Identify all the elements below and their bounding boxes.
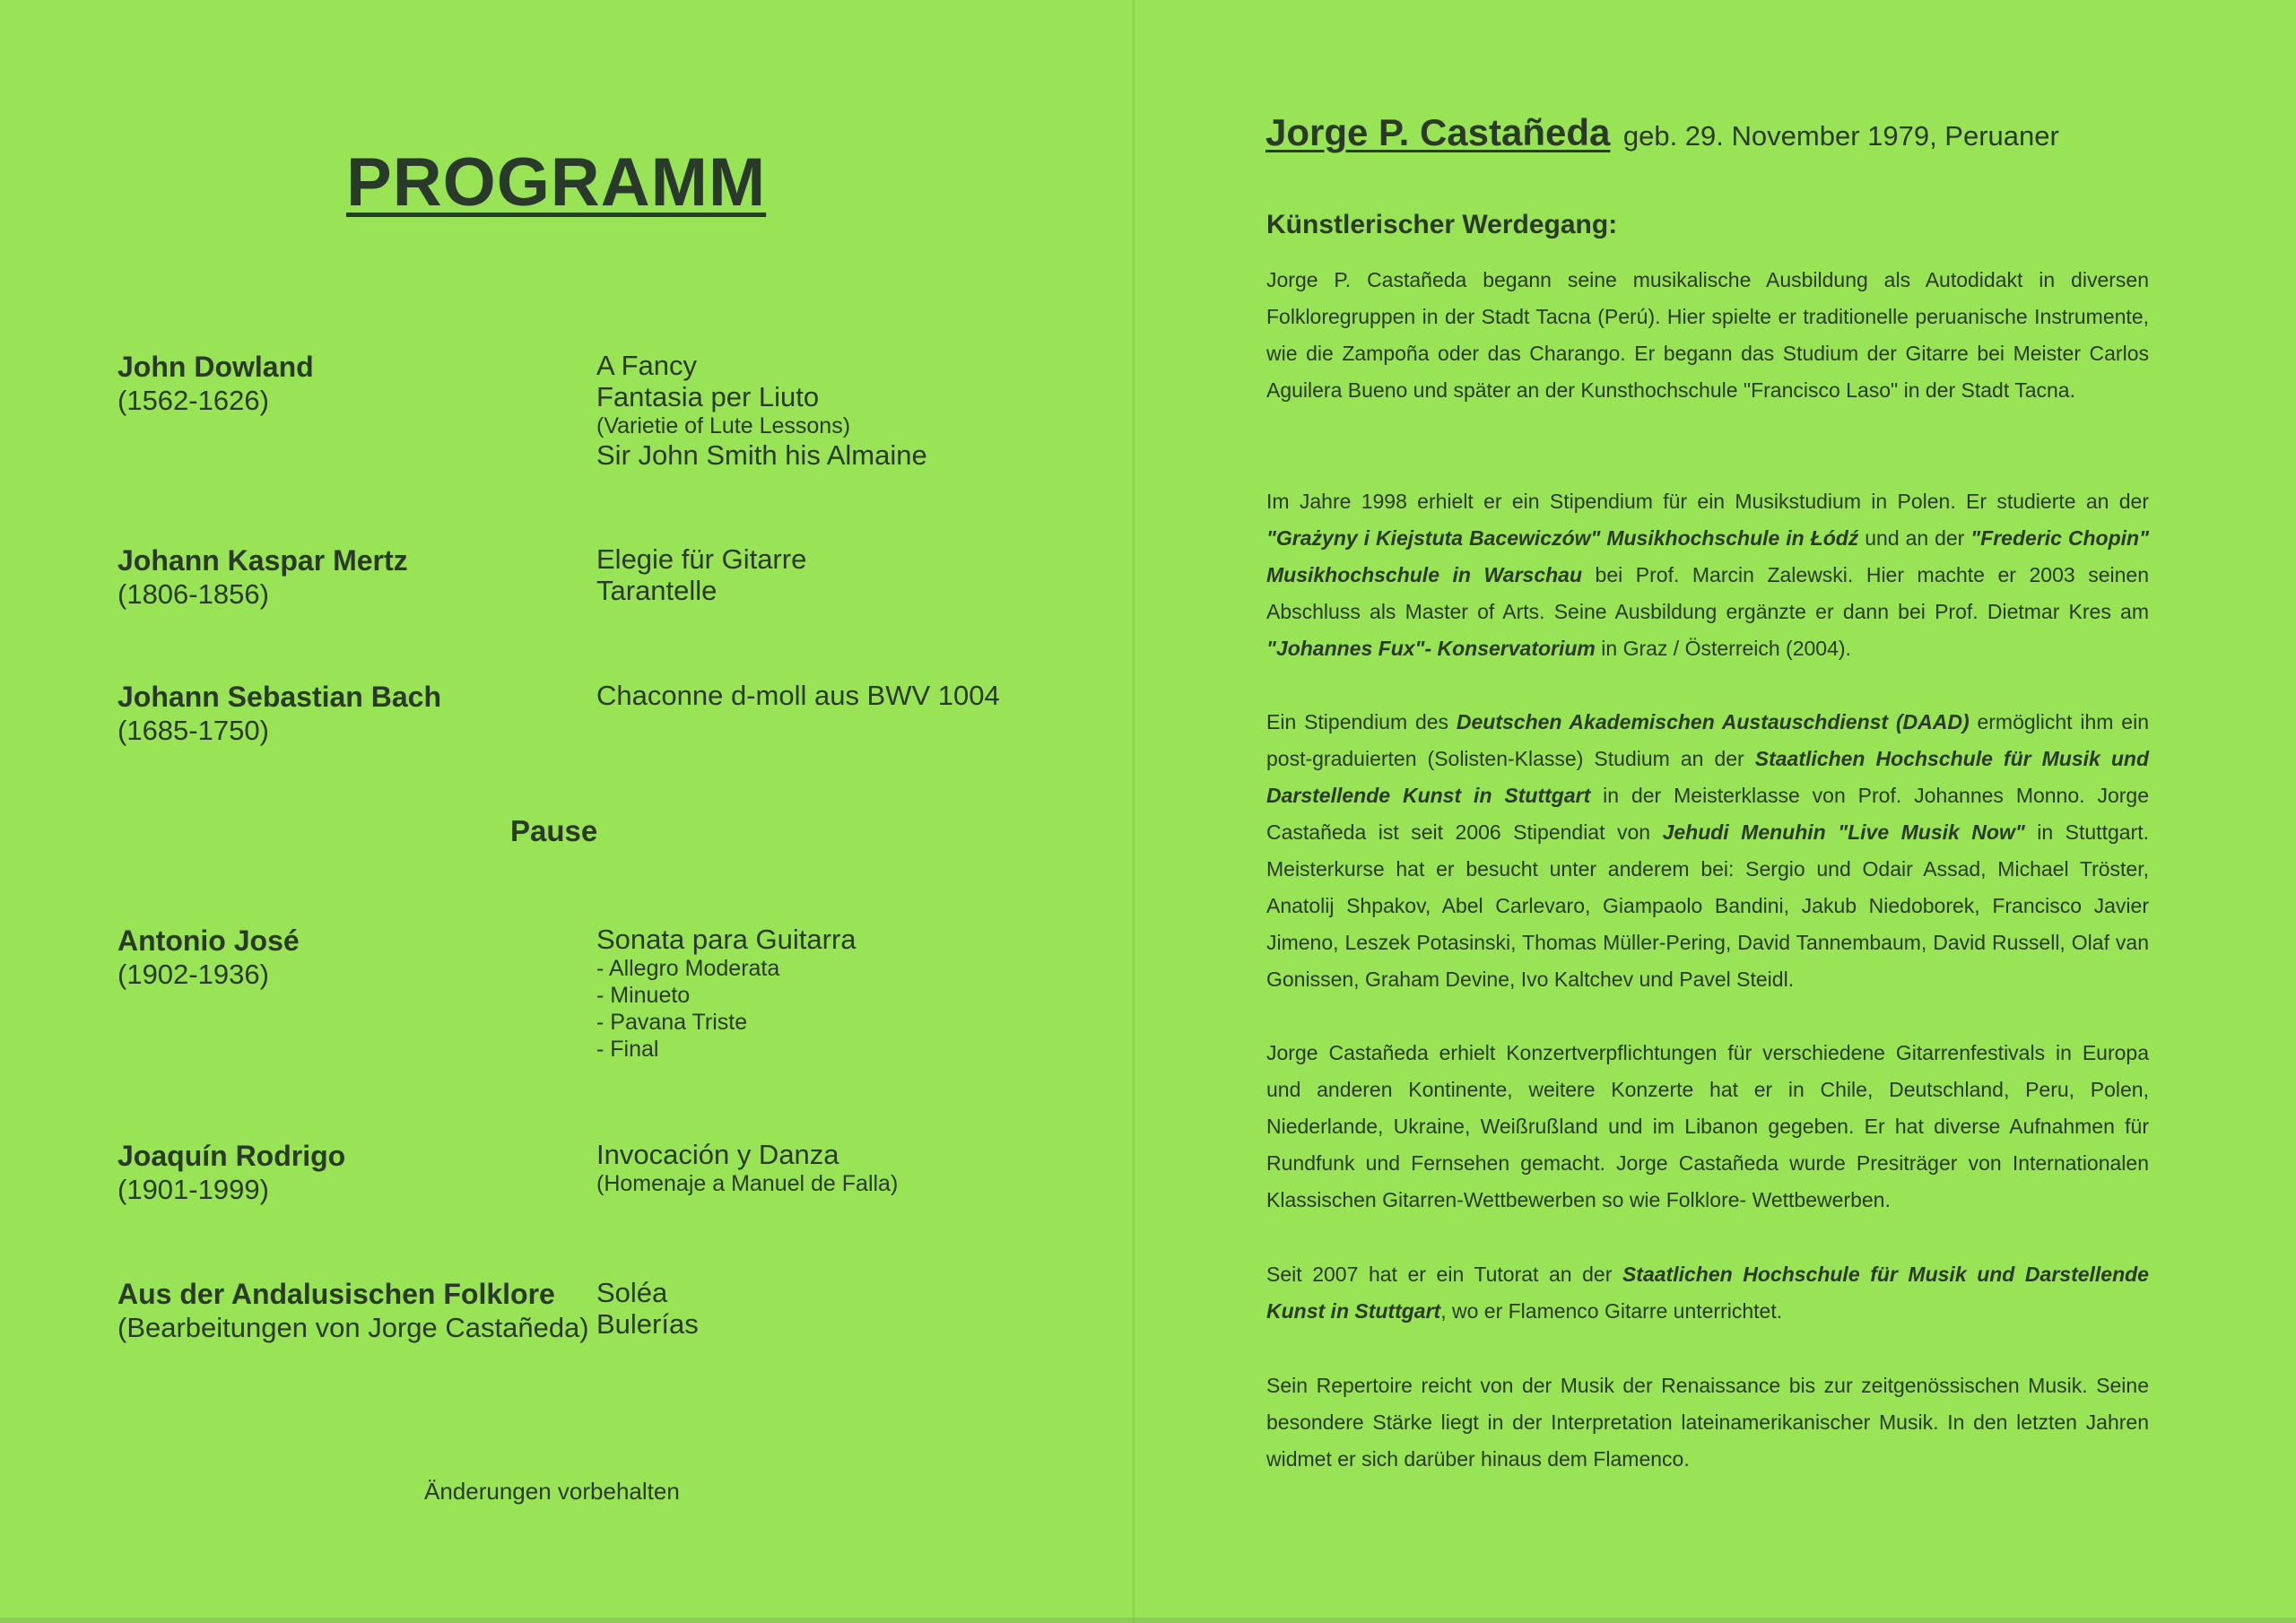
program-composer [117,1277,589,1344]
fold-line [1133,0,1135,1623]
artist-birth: geb. 29. November 1979, Peruaner [1622,120,2059,152]
program-works [596,680,1000,711]
emphasis-text: Staatlichen Hochschule für Musik und Darstellende Kunst in Stuttgart [1266,747,2150,807]
composer-name: Johann Kaspar Mertz [117,544,408,577]
program-composer [117,543,408,611]
composer-dates: (1685-1750) [117,715,269,746]
emphasis-text: "Grażyny i Kiejstuta Bacewiczów" Musikhochschule in Łódź [1266,526,1859,550]
paragraph-text: Im Jahre 1998 erhielt er ein Stipendium für ein Musikstudium in Polen. Er studierte an der [1266,490,2149,513]
work-detail: (Homenaje a Manuel de Falla) [596,1171,899,1196]
paragraph-text: ermöglicht ihm ein post-graduierten (Solisten-Klasse) Studium an der [1266,710,2149,770]
paragraph-text: Sein Repertoire reicht von der Musik der Renaissance bis zur zeitgenössischen Musik. Seine besondere Stärke liegt in der Interpretation lateinamerikanischer Musik. In den letzten Jahren widmet er sich darüber hinaus dem Flamenco. [1266,1374,2149,1471]
changes-note: Änderungen vorbehalten [424,1478,680,1505]
work-detail: - Pavana Triste [596,1010,748,1035]
composer-dates: (1562-1626) [117,385,269,416]
biography-paragraph [1266,483,2149,667]
emphasis-text: Staatlichen Hochschule für Musik und Darstellende Kunst in Stuttgart [1266,1263,2149,1323]
work-title: Sonata para Guitarra [596,924,857,955]
program-composer [117,350,314,417]
work-detail: - Minueto [596,983,691,1008]
work-title: Elegie für Gitarre [596,543,807,575]
program-composer [117,924,300,991]
composer-name: Johann Sebastian Bach [117,681,441,713]
composer-name: Antonio José [117,924,300,957]
emphasis-text: Jehudi Menuhin "Live Musik Now" [1662,820,2025,844]
paper-edge [0,1618,2296,1623]
program-works [596,543,806,606]
emphasis-text: Deutschen Akademischen Austauschdienst (DAAD) [1456,710,1970,733]
paragraph-text: , wo er Flamenco Gitarre unterrichtet. [1440,1299,1783,1323]
composer-name: John Dowland [117,351,314,383]
work-title: Tarantelle [596,575,718,606]
composer-name: Aus der Andalusischen Folklore [117,1278,555,1310]
composer-dates: (1901-1999) [117,1174,269,1205]
composer-dates: (1902-1936) [117,959,269,990]
composer-dates: (Bearbeitungen von Jorge Castañeda) [117,1312,589,1343]
pause-label: Pause [510,814,598,847]
work-title: Sir John Smith his Almaine [596,439,927,471]
work-title: Bulerías [596,1308,699,1340]
work-title: Chaconne d-moll aus BWV 1004 [596,680,1000,711]
program-works [596,1277,699,1340]
work-detail: (Varietie of Lute Lessons) [596,413,851,438]
program-works [596,1139,898,1197]
composer-name: Joaquín Rodrigo [117,1140,346,1172]
emphasis-text: "Johannes Fux"- Konservatorium [1266,637,1596,660]
program-title: PROGRAMM [346,144,767,221]
paragraph-text: Seit 2007 hat er ein Tutorat an der [1266,1263,1622,1286]
biography-paragraph [1266,1367,2149,1478]
paragraph-text: und an der [1858,526,1971,550]
work-title: Invocación y Danza [596,1139,839,1170]
biography-paragraph [1266,704,2149,998]
work-title: Soléa [596,1277,668,1308]
paragraph-text: in der Meisterklasse von Prof. Johannes Monno. Jorge Castañeda ist seit 2006 Stipendiat von [1266,784,2149,844]
artist-header [1265,111,2059,154]
work-title: A Fancy [596,350,697,381]
program-composer [117,1139,345,1206]
program-works [596,350,927,471]
paragraph-text: Ein Stipendium des [1266,710,1457,733]
paragraph-text: in Graz / Österreich (2004). [1595,637,1851,660]
biography-heading: Künstlerischer Werdegang: [1266,210,1618,239]
paragraph-text: Jorge P. Castañeda begann seine musikalische Ausbildung als Autodidakt in diversen Folkloregruppen in der Stadt Tacna (Perú). Hier spielte er traditionelle peruanische Instrumente, wie die Zampoña oder das Charango. Er begann das Studium der Gitarre bei Meister Carlos Aguilera Bueno und später an der Kunsthochschule "Francisco Laso" in der Stadt Tacna. [1266,268,2149,402]
composer-dates: (1806-1856) [117,578,269,610]
work-title: Fantasia per Liuto [596,381,820,412]
paragraph-text: in Stuttgart. Meisterkurse hat er besucht unter anderem bei: Sergio und Odair Assad, Michael Tröster, Anatolij Shpakov, Abel Carlevaro, Giampaolo Bandini, Jakub Niedoborek, Francisco Javier Jimeno, Leszek Potasinski, Thomas Müller-Pering, David Tannembaum, David Russell, Olaf van Gonissen, Graham Devine, Ivo Kaltchev und Pavel Steidl. [1266,820,2149,991]
work-detail: - Allegro Moderata [596,956,780,981]
program-composer [117,680,441,747]
biography-paragraph [1266,1035,2149,1219]
program-works [596,924,857,1063]
biography-paragraph [1266,262,2149,409]
paragraph-text: Jorge Castañeda erhielt Konzertverpflichtungen für verschiedene Gitarrenfestivals in Europa und anderen Kontinente, weitere Konzerte hat er in Chile, Deutschland, Peru, Polen, Niederlande, Ukraine, Weißrußland und im Libanon gegeben. Er hat diverse Aufnahmen für Rundfunk und Fernsehen gemacht. Jorge Castañeda wurde Presiträger von Internationalen Klassischen Gitarren-Wettbewerben so wie Folklore- Wettbewerben. [1266,1041,2149,1211]
emphasis-text: "Frederic Chopin" Musikhochschule in Warschau [1266,526,2149,586]
biography-paragraph [1266,1256,2149,1330]
paragraph-text: bei Prof. Marcin Zalewski. Hier machte er 2003 seinen Abschluss als Master of Arts. Seine Ausbildung ergänzte er dann bei Prof. Dietmar Kres am [1266,563,2149,623]
work-detail: - Final [596,1037,659,1062]
artist-name: Jorge P. Castañeda [1265,111,1611,153]
